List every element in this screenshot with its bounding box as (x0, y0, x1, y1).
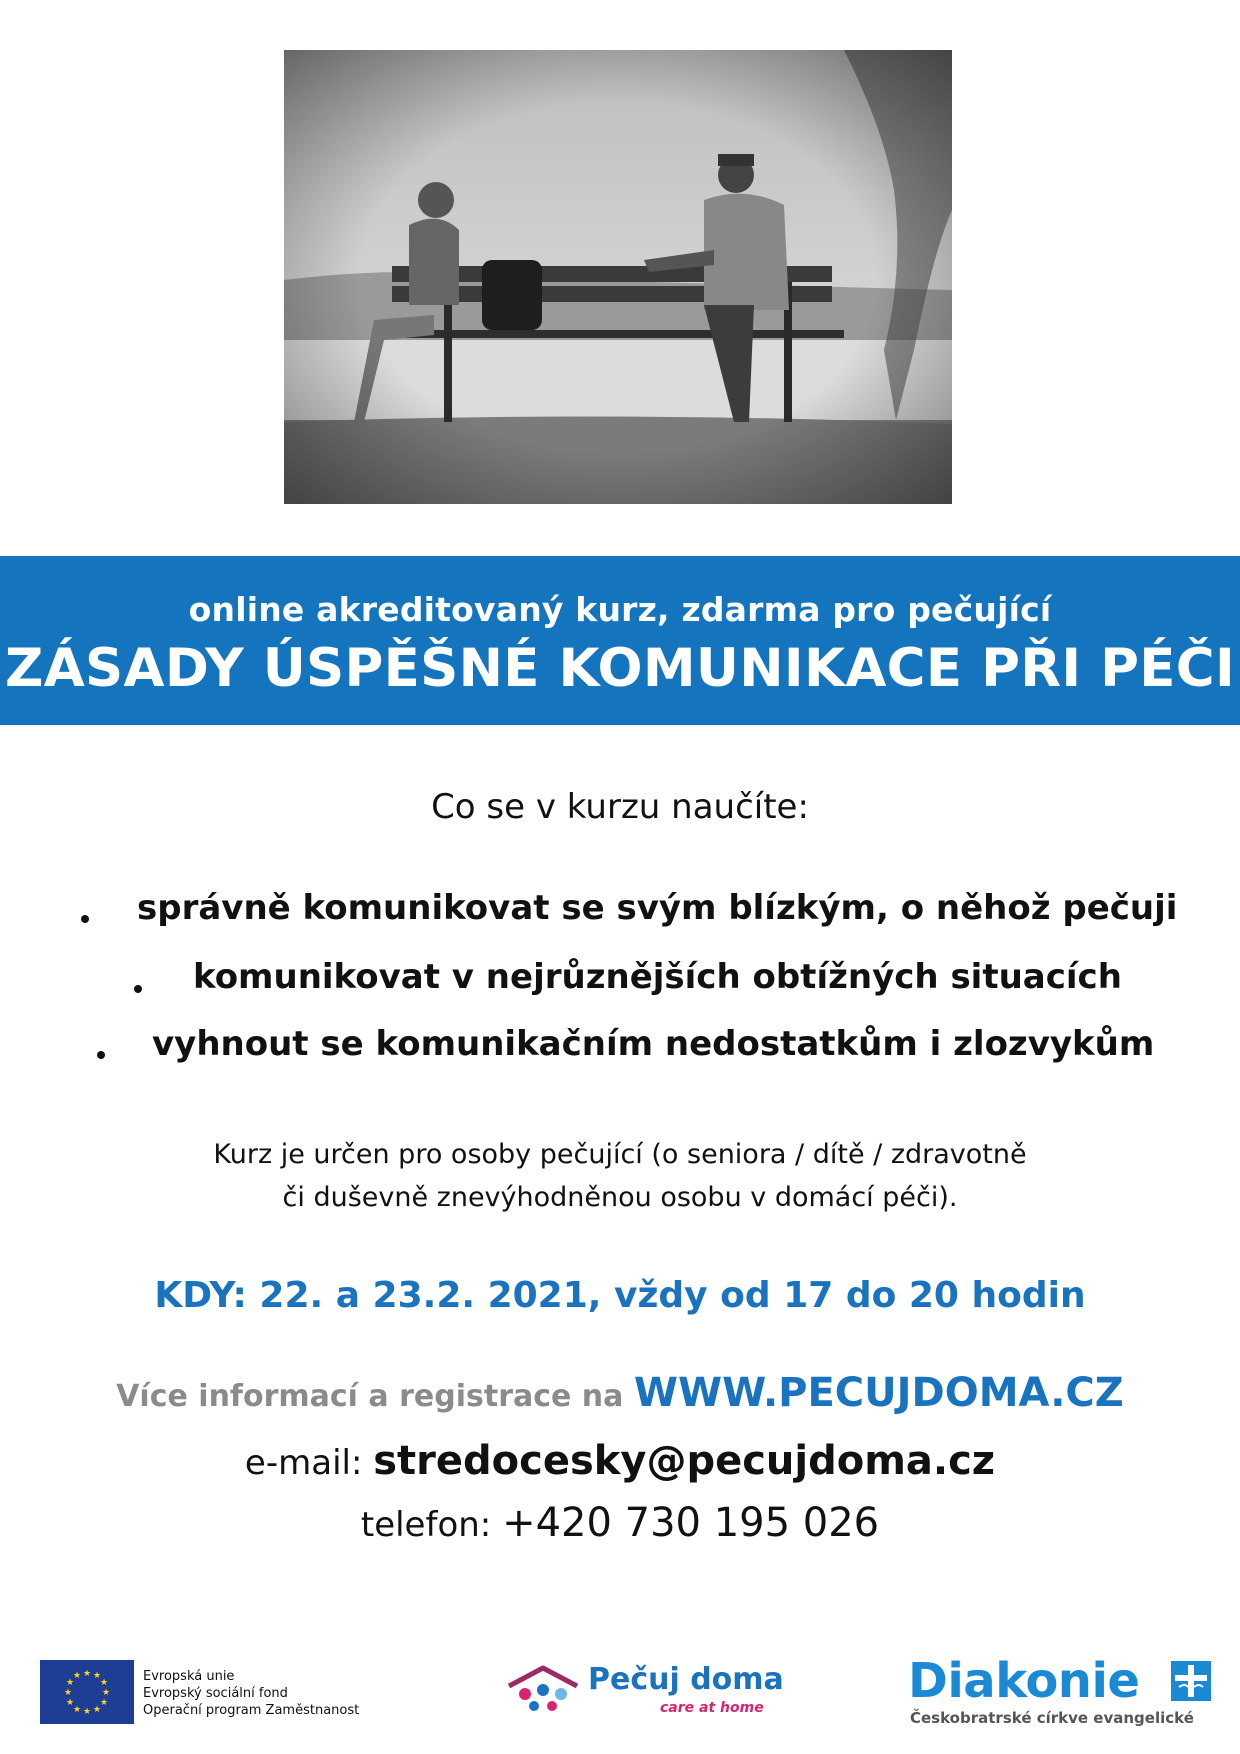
phone-label: telefon: (360, 1505, 503, 1545)
bullet-item-3: vyhnout se komunikačním nedostatkům i zlozvykům (152, 1024, 1155, 1064)
note-line-2: či duševně znevýhodněnou osobu v domácí péči). (282, 1182, 958, 1213)
registration-label: Více informací a registrace na (116, 1379, 634, 1414)
diakonie-logo (908, 1653, 1213, 1729)
diakonie-cross-icon (1171, 1661, 1211, 1701)
bullet-item-1: správně komunikovat se svým blízkým, o něhož pečuji (137, 888, 1178, 928)
svg-text:★: ★ (99, 1698, 109, 1708)
email-label: e-mail: (244, 1443, 374, 1483)
pecuj-doma-logo (503, 1660, 784, 1722)
course-title: ZÁSADY ÚSPĚŠNÉ KOMUNIKACE PŘI PÉČI (5, 638, 1235, 699)
svg-text:★: ★ (65, 1678, 75, 1688)
seniors-on-bench-photo (284, 50, 952, 504)
note-line-1: Kurz je určen pro osoby pečující (o seniora / dítě / zdravotně (213, 1139, 1027, 1170)
diakonie-name: Diakonie (908, 1653, 1140, 1709)
learning-intro: Co se v kurzu naučíte: (431, 787, 809, 827)
svg-text:★: ★ (72, 1671, 82, 1681)
svg-text:★: ★ (99, 1678, 109, 1688)
bullet-dot (97, 1051, 105, 1059)
pecuj-doma-name: Pečuj doma (588, 1662, 784, 1697)
target-audience-note (0, 1133, 1240, 1219)
eu-program-text (143, 1668, 359, 1719)
svg-text:★: ★ (92, 1705, 102, 1715)
svg-text:★: ★ (101, 1688, 111, 1698)
course-date: KDY: 22. a 23.2. 2021, vždy od 17 do 20 hodin (154, 1275, 1086, 1316)
banner-subtitle: online akreditovaný kurz, zdarma pro pečující (188, 590, 1052, 629)
bullet-item-2: komunikovat v nejrůznějších obtížných situacích (193, 957, 1122, 997)
website-link[interactable]: WWW.PECUJDOMA.CZ (633, 1370, 1124, 1416)
eu-line-3: Operační program Zaměstnanost (143, 1703, 360, 1718)
svg-text:★: ★ (92, 1671, 102, 1681)
phone-line (0, 1500, 1240, 1546)
hero-photo (284, 50, 952, 504)
svg-text:★: ★ (72, 1705, 82, 1715)
course-banner (0, 556, 1240, 725)
svg-text:★: ★ (63, 1688, 73, 1698)
svg-text:★: ★ (82, 1707, 92, 1717)
bullet-dot (81, 915, 89, 923)
house-dots-icon (503, 1664, 583, 1714)
phone-number[interactable]: +420 730 195 026 (502, 1500, 880, 1546)
pecuj-doma-tagline: care at home (660, 1700, 764, 1716)
svg-text:★: ★ (65, 1698, 75, 1708)
registration-info (0, 1370, 1240, 1416)
diakonie-subtitle: Českobratrské církve evangelické (910, 1709, 1194, 1727)
email-line (0, 1438, 1240, 1484)
eu-line-1: Evropská unie (143, 1669, 235, 1684)
bullet-dot (134, 985, 142, 993)
eu-line-2: Evropský sociální fond (143, 1686, 288, 1701)
svg-text:★: ★ (82, 1669, 92, 1679)
eu-flag-icon (40, 1660, 134, 1724)
email-link[interactable]: stredocesky@pecujdoma.cz (373, 1438, 996, 1484)
